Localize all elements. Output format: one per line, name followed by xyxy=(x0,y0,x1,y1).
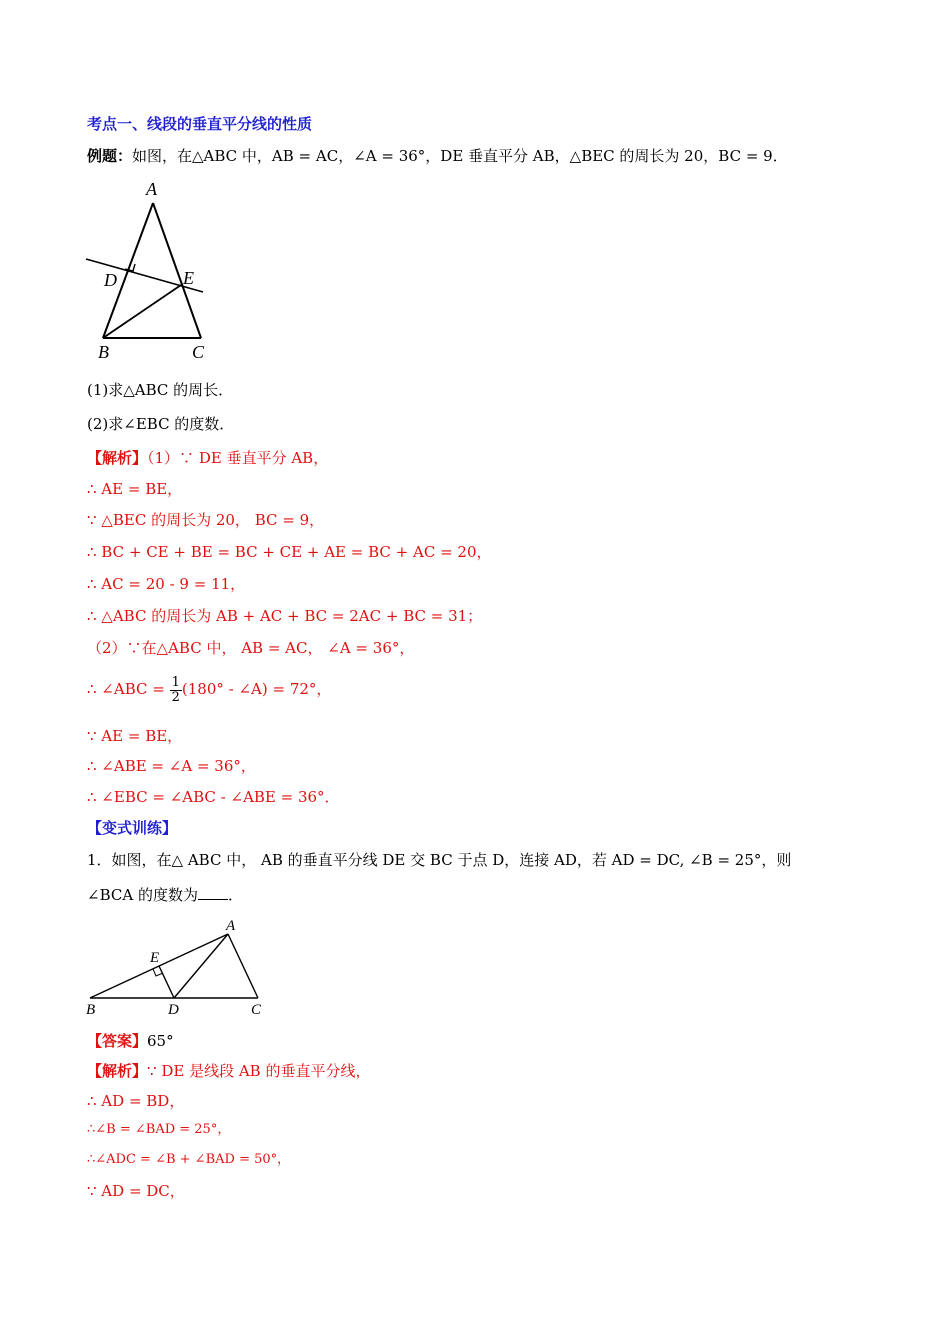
example-label: 例题： xyxy=(87,147,133,165)
solution-line: ∴ ∠ABE = ∠A = 36°， xyxy=(87,757,256,775)
triangle-figure-1 xyxy=(80,175,220,365)
solution-text: （1）∵ DE 垂直平分 AB， xyxy=(147,449,329,467)
label-d: D xyxy=(168,1002,179,1018)
question-2: (2)求∠EBC 的度数． xyxy=(87,415,235,433)
solution2-text: ∵ DE 是线段 AB 的垂直平分线， xyxy=(147,1062,371,1080)
triangle-figure-2 xyxy=(80,912,270,1022)
answer-heading: 【答案】 xyxy=(87,1032,148,1050)
solution-line: ∴ BC + CE + BE = BC + CE + AE = BC + AC = 20， xyxy=(87,543,492,561)
solution-line: ∴ △ABC 的周长为 AB + AC + BC = 2AC + BC = 31； xyxy=(87,607,483,625)
answer-value: 65° xyxy=(147,1032,174,1050)
label-c: C xyxy=(251,1002,262,1018)
solution-line: ∵ △BEC 的周长为 20， BC = 9， xyxy=(87,511,325,529)
fraction-numerator: 1 xyxy=(171,674,180,690)
answer-line xyxy=(87,1031,174,1051)
label-b: B xyxy=(98,342,109,362)
solution-heading: 【解析】 xyxy=(87,449,148,467)
solution-line: ∴ ∠EBC = ∠ABC - ∠ABE = 36°． xyxy=(87,788,340,806)
variant-heading: 【变式训练】 xyxy=(87,819,178,837)
fraction-denominator: 2 xyxy=(171,689,180,705)
solution2-heading: 【解析】 xyxy=(87,1062,148,1080)
solution-fraction-line xyxy=(87,674,331,705)
segment-ad xyxy=(174,934,228,998)
solution-line xyxy=(87,448,328,468)
label-a: A xyxy=(226,918,236,934)
solution2-line xyxy=(87,1061,370,1081)
answer-blank xyxy=(198,885,228,900)
solution-text: (180° - ∠A) = 72°， xyxy=(181,680,332,698)
variant-problem-line-1: 1．如图，在△ ABC 中， AB 的垂直平分线 DE 交 BC 于点 D，连接 AD，若 AD = DC, ∠B = 25°，则 xyxy=(87,851,792,869)
fraction-one-half xyxy=(170,676,182,705)
label-a: A xyxy=(146,179,157,199)
solution2-line: ∴∠ADC = ∠B + ∠BAD = 50°， xyxy=(87,1152,291,1167)
section-title: 考点一、线段的垂直平分线的性质 xyxy=(87,115,313,133)
label-e: E xyxy=(150,950,160,966)
label-c: C xyxy=(192,342,205,362)
example-text: 如图，在△ABC 中，AB = AC，∠A = 36°，DE 垂直平分 AB，△BEC 的周长为 20，BC = 9． xyxy=(132,147,788,165)
segment-be xyxy=(103,285,181,338)
segment-ed xyxy=(159,966,174,998)
solution-line: ∵ AE = BE， xyxy=(87,727,183,745)
variant-problem-text: ∠BCA 的度数为 xyxy=(87,886,198,904)
label-b: B xyxy=(86,1002,96,1018)
side-ac xyxy=(228,934,258,998)
solution2-line: ∴ AD = BD， xyxy=(87,1092,185,1110)
question-1: (1)求△ABC 的周长． xyxy=(87,381,234,399)
variant-problem-line-2 xyxy=(87,885,243,905)
label-e: E xyxy=(183,268,194,288)
solution-line: （2）∵在△ABC 中， AB = AC， ∠A = 36°， xyxy=(87,639,415,657)
label-d: D xyxy=(104,270,117,290)
solution2-line: ∴∠B = ∠BAD = 25°， xyxy=(87,1122,231,1137)
variant-problem-end: ． xyxy=(227,886,243,904)
solution2-line: ∵ AD = DC， xyxy=(87,1182,185,1200)
solution-text: ∴ ∠ABC = xyxy=(87,680,170,698)
solution-line: ∴ AE = BE， xyxy=(87,480,183,498)
solution-line: ∴ AC = 20 - 9 = 11， xyxy=(87,575,246,593)
example-statement xyxy=(87,146,788,166)
